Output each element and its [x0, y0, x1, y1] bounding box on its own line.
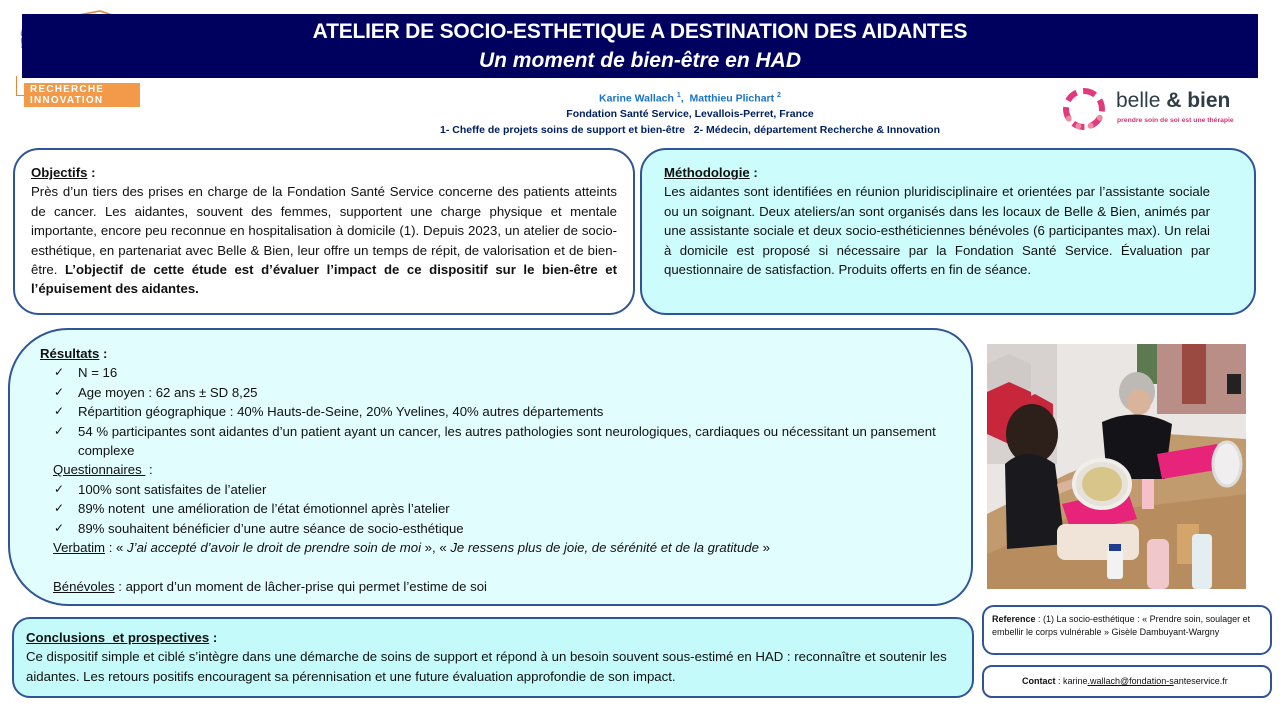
title-banner — [22, 14, 1258, 78]
resultats-heading: Résultats : — [40, 346, 108, 361]
poster-title: ATELIER DE SOCIO-ESTHETIQUE A DESTINATION DES AIDANTES — [312, 20, 968, 43]
belle-et-bien-wordmark — [1116, 89, 1230, 113]
conclusions-heading: Conclusions et prospectives : — [26, 630, 218, 645]
list-item: ✓ N = 16 — [40, 363, 961, 382]
checkmark-icon: ✓ — [54, 365, 65, 380]
questionnaires-heading: Questionnaires : — [53, 462, 153, 478]
poster-subtitle: Un moment de bien-être en HAD — [478, 49, 802, 72]
methodologie-section — [640, 148, 1256, 315]
logo-bracket — [16, 76, 24, 96]
resultats-list — [40, 363, 961, 460]
objectifs-section — [13, 148, 635, 315]
author-2: Matthieu Plichart — [689, 92, 775, 105]
wordmark-bold: & bien — [1166, 89, 1231, 112]
questionnaires-list — [40, 480, 961, 538]
badge-line-1: RECHERCHE — [30, 84, 105, 95]
methodologie-heading: Méthodologie : — [664, 165, 758, 180]
reference-label: Reference — [992, 614, 1036, 624]
author-1-affiliation: 1 — [676, 92, 681, 99]
author-names: Karine Wallach $^1$, Matthieu Plichart $^2$ — [599, 92, 781, 105]
contact-prefix: : karine — [1055, 676, 1088, 686]
contact-email-rest: anteservice.fr — [1173, 676, 1228, 686]
verbatim-quote-2: Je ressens plus de joie, de sérénité et de la gratitude — [450, 540, 759, 556]
verbatim-quote-1: J’ai accepté d’avoir le droit de prendre soin de moi — [127, 540, 421, 556]
list-item: ✓ Répartition géographique : 40% Hauts-de-Seine, 20% Yvelines, 40% autres départements — [40, 402, 961, 421]
belle-et-bien-logo — [1060, 86, 1260, 130]
spacer — [40, 557, 961, 576]
author-2-affiliation: 2 — [777, 92, 781, 99]
badge-line-2: INNOVATION — [30, 95, 104, 106]
list-item: ✓ Age moyen : 62 ans ± SD 8,25 — [40, 383, 961, 402]
objectifs-aim: L’objectif de cette étude est d’évaluer l’impact de ce dispositif sur le bien-être et l’épuisement des aidantes. — [31, 262, 617, 297]
list-item: ✓ 100% sont satisfaites de l’atelier — [40, 480, 961, 499]
reference-box — [982, 605, 1272, 655]
workshop-photo-illustration — [987, 344, 1246, 589]
wordmark-light: belle — [1116, 89, 1167, 112]
contact-label: Contact — [1022, 676, 1056, 686]
belle-et-bien-tagline: prendre soin de soi est une thérapie — [1117, 117, 1234, 124]
checkmark-icon: ✓ — [54, 423, 65, 438]
contact-email-link[interactable]: .wallach@fondation-s — [1087, 676, 1174, 686]
checkmark-icon: ✓ — [54, 520, 65, 535]
contact-box — [982, 665, 1272, 698]
authors-block — [300, 88, 1080, 138]
institution: Fondation Santé Service, Levallois-Perret, France — [566, 108, 814, 120]
benevoles-line: Bénévoles : apport d’un moment de lâcher-prise qui permet l’estime de soi — [53, 578, 487, 594]
verbatim-line: Verbatim : « J’ai accepté d’avoir le droit de prendre soin de moi », « Je ressens plus de joie, de sérénité et de la gratitude » — [53, 540, 770, 556]
checkmark-icon: ✓ — [54, 404, 65, 419]
checkmark-icon: ✓ — [54, 501, 65, 516]
list-item: ✓ 89% souhaitent bénéficier d’une autre séance de socio-esthétique — [40, 519, 961, 538]
workshop-photo — [987, 344, 1246, 589]
checkmark-icon: ✓ — [54, 481, 65, 496]
reference-text: : (1) La socio-esthétique : « Prendre soin, soulager et embellir le corps vulnérable » Gisèle Dambuyant-Wargny — [992, 614, 1251, 637]
checkmark-icon: ✓ — [54, 384, 65, 399]
conclusions-body: Ce dispositif simple et ciblé s’intègre dans une démarche de soins de support et répond à un besoin souvent sous-estimé en HAD : reconnaître et soutenir les aidantes. Les retours positifs encouragent sa pérennisation et une future évaluation approfondie de son impact. — [26, 649, 947, 684]
list-item: ✓ 89% notent une amélioration de l’état émotionnel après l’atelier — [40, 499, 961, 518]
author-roles: 1- Cheffe de projets soins de support et bien-être 2- Médecin, département Recherche & Innovation — [439, 123, 940, 136]
objectifs-heading: Objectifs : — [31, 165, 96, 180]
recherche-innovation-badge — [24, 83, 140, 107]
author-1: Karine Wallach — [599, 92, 674, 105]
list-item: ✓ 54 % participantes sont aidantes d’un patient ayant un cancer, les autres pathologies sont neurologiques, cardiaques ou nécessitant un pansement complexe — [54, 423, 936, 459]
resultats-section — [8, 328, 973, 606]
methodologie-body: Les aidantes sont identifiées en réunion pluridisciplinaire et orientées par l’assistante sociale ou un soignant. Deux ateliers/an sont organisés dans les locaux de Belle & Bien, animés par une assistante sociale et deux socio-esthéticiennes bénévoles (6 participantes max). Un relai à domicile est proposé si nécessaire par la Fondation Santé Service. Évaluation par questionnaire de satisfaction. Produits offerts en fin de séance. — [664, 184, 1210, 278]
objectifs-body: Près d’un tiers des prises en charge de la Fondation Santé Service concerne des patients atteints de cancer. Les aidantes, souvent des femmes, supportent une charge physique et mentale importante, encore peu reconnue en hospitalisation à domicile (1). Depuis 2023, un atelier de socio-esthétique, en partenariat avec Belle & Bien, leur offre un temps de répit, de valorisation et de bien-être. L’objectif de cette étude est d’évaluer l’impact de ce dispositif sur le bien-être et l’épuisement des aidantes. — [31, 184, 617, 297]
conclusions-section — [12, 617, 974, 698]
